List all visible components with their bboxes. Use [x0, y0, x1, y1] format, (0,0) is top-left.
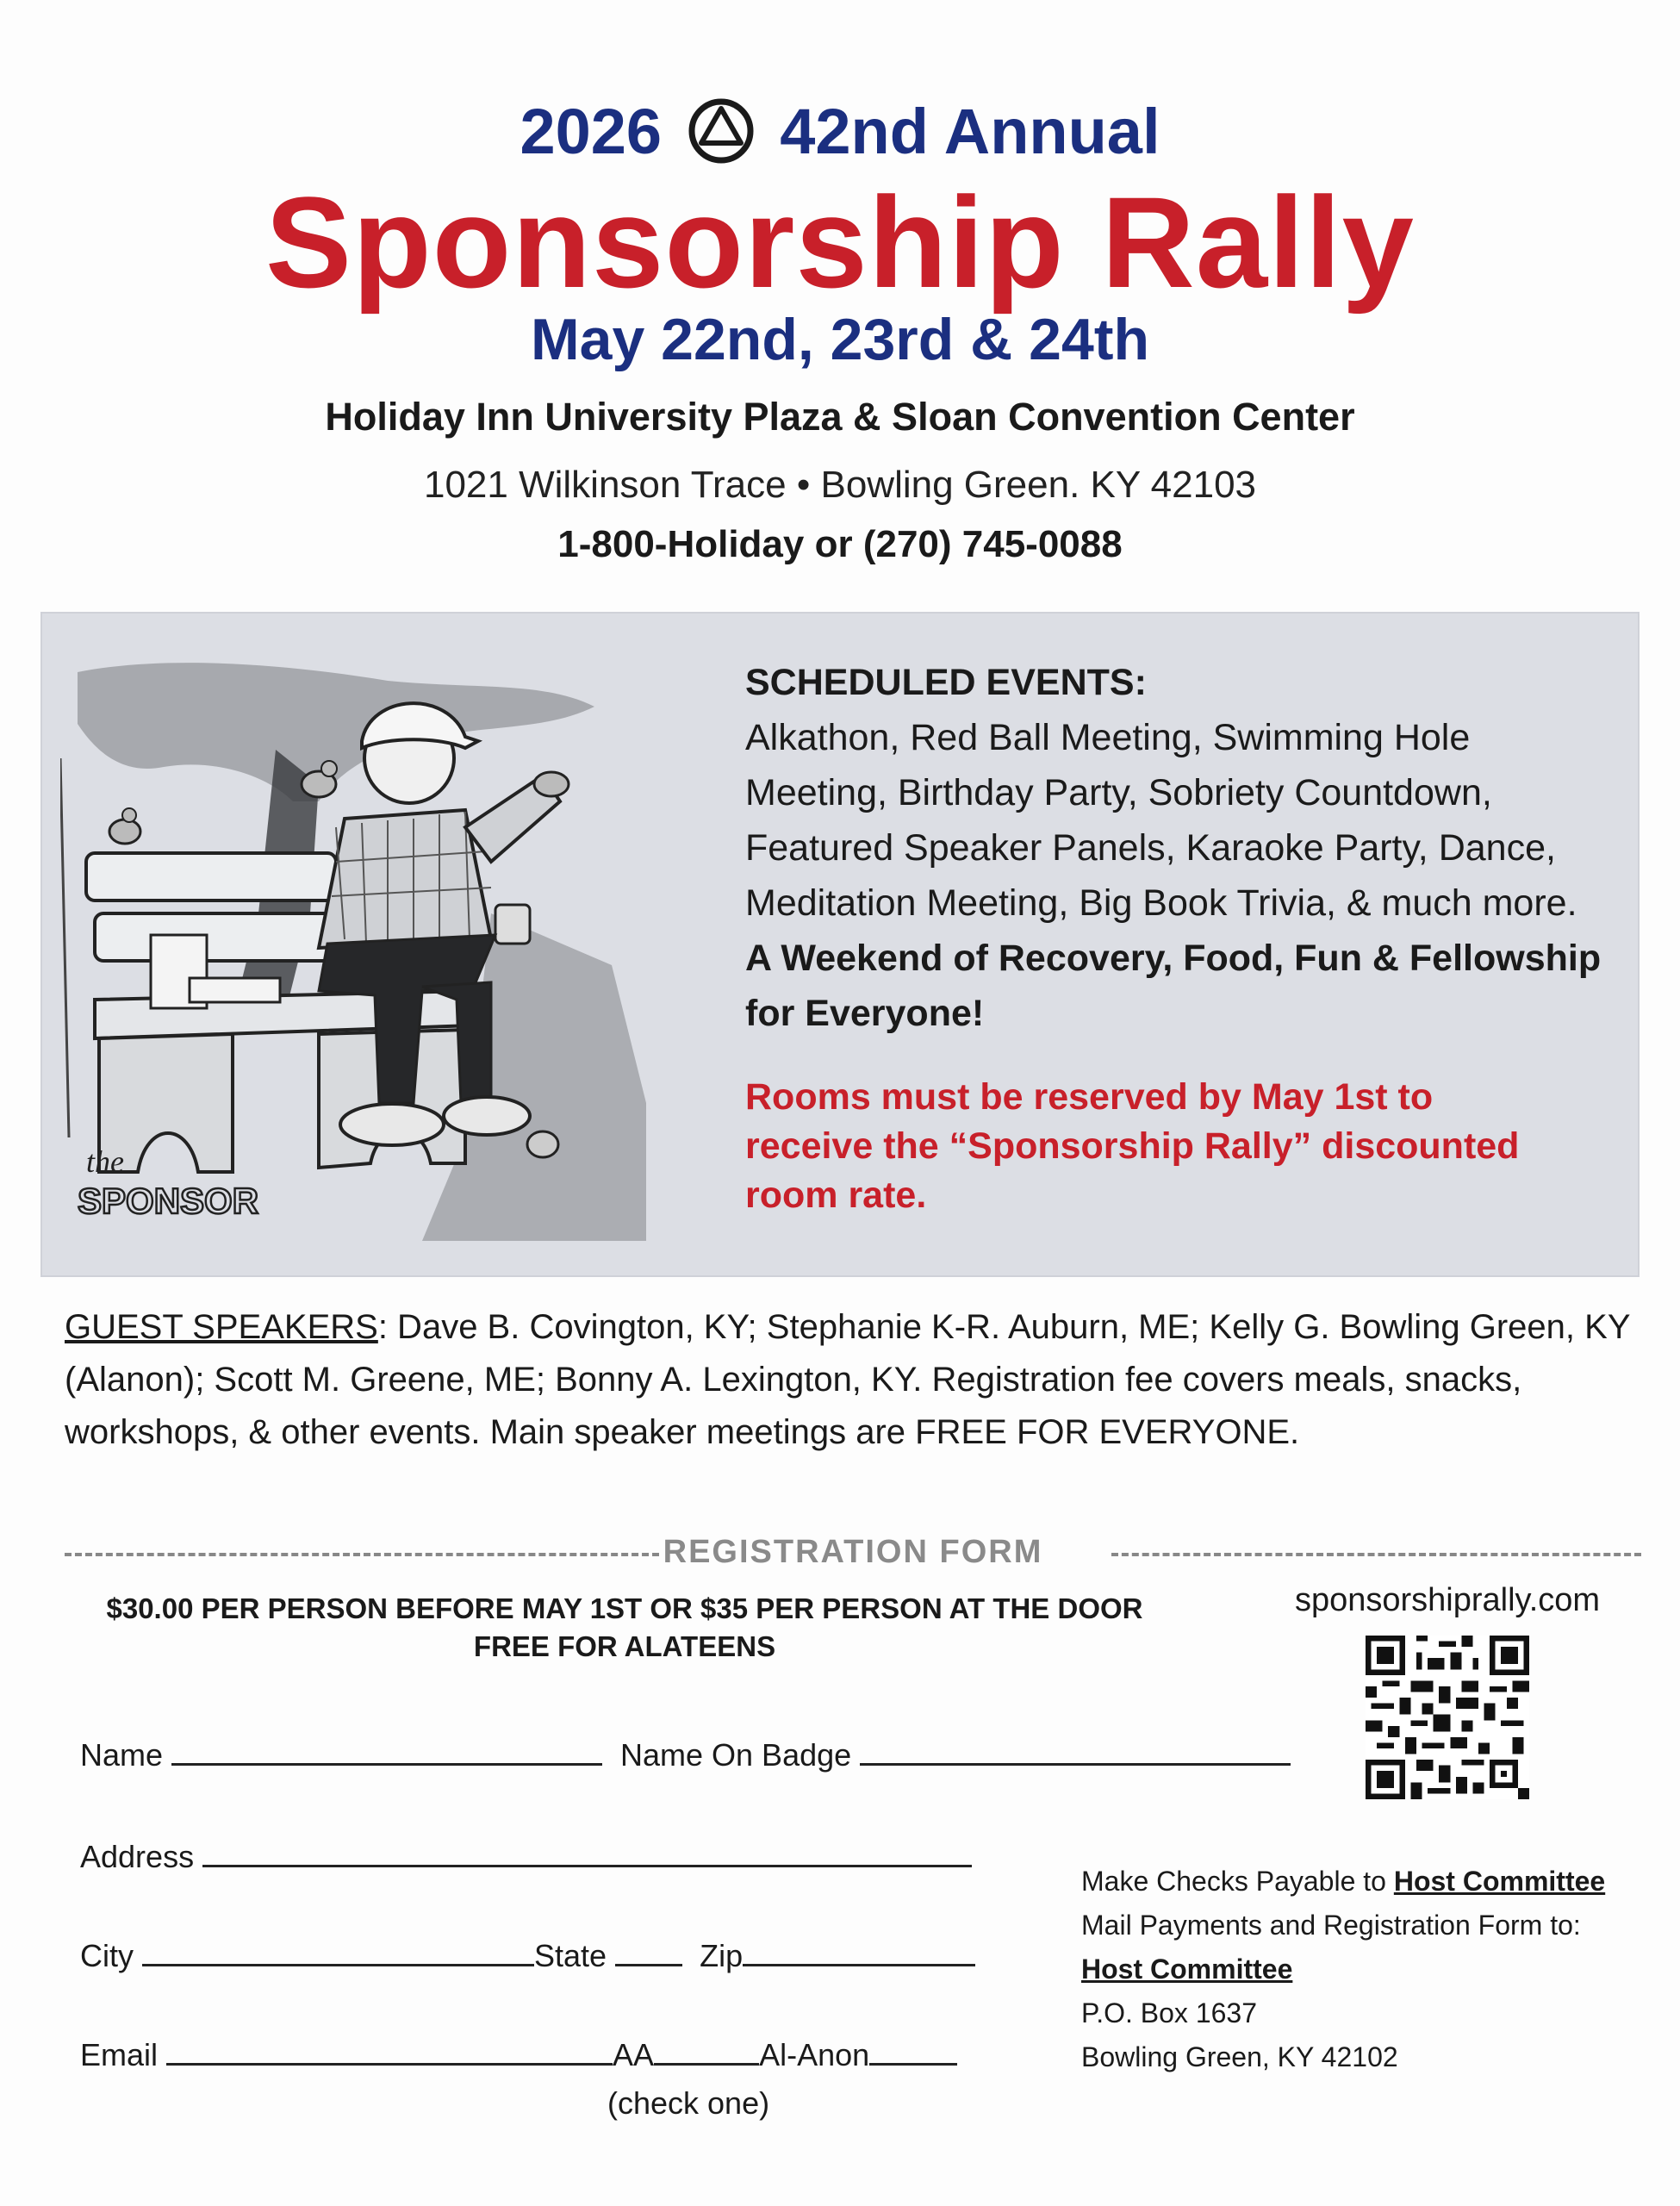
payable-prefix: Make Checks Payable to: [1081, 1866, 1386, 1897]
state-input-line[interactable]: [615, 1935, 682, 1966]
zip-label: Zip: [700, 1938, 744, 1973]
price-line-1: $30.00 PER PERSON BEFORE MAY 1ST OR $35 PER PERSON AT THE DOOR: [106, 1592, 1143, 1624]
alanon-label: Al-Anon: [759, 2037, 870, 2072]
scheduled-events: [745, 655, 1607, 1041]
email-input-line[interactable]: [166, 2034, 613, 2066]
check-one-note: (check one): [607, 2085, 770, 2121]
guest-speakers-text: : Dave B. Covington, KY; Stephanie K-R. Auburn, ME; Kelly G. Bowling Green, KY (Alanon); Scott M. Greene, ME; Bonny A. Lexington, KY. Registration fee covers meals, snacks, workshops, & other events. Main speaker meetings are FREE FOR EVERYONE.: [65, 1308, 1630, 1451]
events-list: Alkathon, Red Ball Meeting, Swimming Hole Meeting, Birthday Party, Sobriety Countdown, Featured Speaker Panels, Karaoke Party, Dance, Meditation Meeting, Big Book Trivia, & much more.: [745, 717, 1577, 924]
event-title: Sponsorship Rally: [265, 170, 1415, 315]
city-label: City: [80, 1938, 134, 1973]
venue-phone: 1-800-Holiday or (270) 745-0088: [557, 523, 1123, 565]
rooms-notice: Rooms must be reserved by May 1st to receive the “Sponsorship Rally” discounted room rate.: [745, 1076, 1520, 1216]
state-label: State: [534, 1938, 607, 1973]
registration-divider: [65, 1534, 1641, 1573]
payable-to: Host Committee: [1393, 1866, 1606, 1897]
annual-label: 42nd Annual: [780, 96, 1160, 167]
city-state-zip-row: [80, 1935, 975, 1974]
qr-code-icon[interactable]: [1366, 1636, 1529, 1799]
sponsor-cartoon-illustration: [60, 655, 646, 1241]
name-input-line[interactable]: [171, 1734, 602, 1766]
registration-form-heading: REGISTRATION FORM: [663, 1534, 1043, 1570]
address-field[interactable]: [80, 1835, 972, 1875]
events-heading: SCHEDULED EVENTS:: [745, 662, 1147, 703]
aa-checkbox-line[interactable]: [654, 2034, 759, 2066]
circle-triangle-icon: [687, 97, 756, 165]
address-input-line[interactable]: [202, 1835, 972, 1867]
guest-speakers-label: GUEST SPEAKERS: [65, 1308, 378, 1346]
email-row: [80, 2034, 957, 2073]
badge-label: Name On Badge: [620, 1737, 852, 1773]
mail-city: Bowling Green, KY 42102: [1081, 2041, 1398, 2072]
guest-speakers: [65, 1301, 1633, 1459]
badge-field[interactable]: [620, 1734, 1291, 1773]
mail-instruction: Mail Payments and Registration Form to:: [1081, 1910, 1581, 1941]
name-field[interactable]: [80, 1734, 602, 1773]
po-box: P.O. Box 1637: [1081, 1997, 1257, 2028]
venue-address: 1021 Wilkinson Trace • Bowling Green. KY 42103: [423, 464, 1257, 506]
price-line-2: FREE FOR ALATEENS: [473, 1630, 776, 1662]
zip-input-line[interactable]: [743, 1935, 975, 1966]
address-label: Address: [80, 1839, 195, 1874]
cartoon-caption-the: the: [86, 1144, 124, 1179]
mail-recipient: Host Committee: [1081, 1954, 1293, 1985]
year: 2026: [520, 96, 663, 167]
events-tagline: A Weekend of Recovery, Food, Fun & Fellowship for Everyone!: [745, 938, 1602, 1034]
aa-label: AA: [613, 2037, 655, 2072]
venue-name: Holiday Inn University Plaza & Sloan Convention Center: [325, 395, 1355, 439]
website-link[interactable]: sponsorshiprally.com: [1294, 1582, 1601, 1618]
city-input-line[interactable]: [142, 1935, 534, 1966]
name-label: Name: [80, 1737, 164, 1773]
email-label: Email: [80, 2037, 159, 2072]
event-dates: May 22nd, 23rd & 24th: [530, 307, 1150, 372]
cartoon-caption-sponsor: SPONSOR: [78, 1181, 259, 1221]
payment-info: [1081, 1860, 1650, 2079]
alanon-checkbox-line[interactable]: [869, 2034, 957, 2066]
badge-input-line[interactable]: [860, 1734, 1291, 1766]
header-year-line: [0, 95, 1680, 171]
price-info: [65, 1590, 1185, 1666]
